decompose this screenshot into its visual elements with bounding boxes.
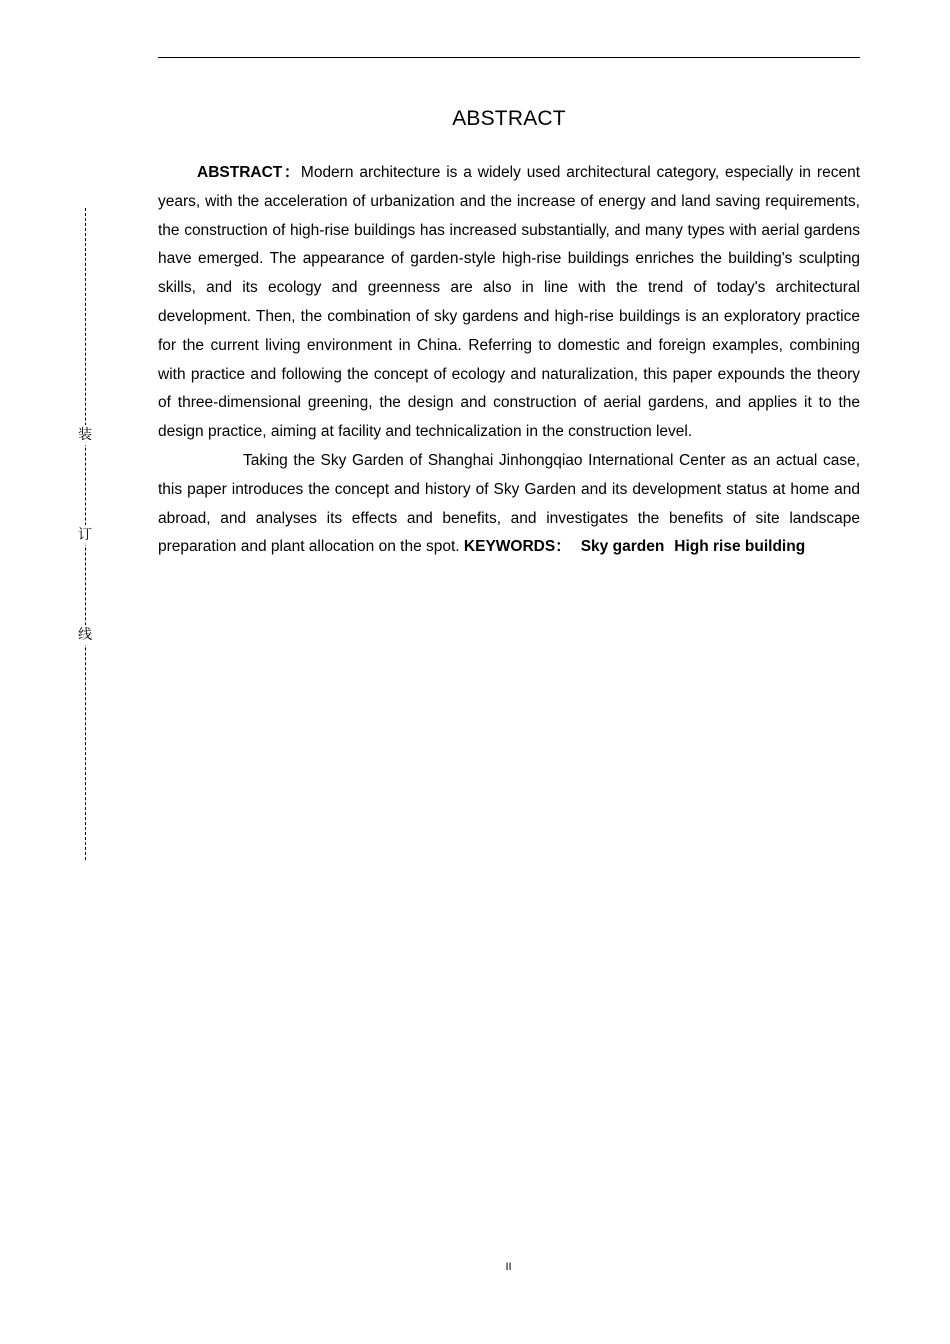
keywords-label: KEYWORDS： <box>463 538 571 556</box>
binding-char-ding: 订 <box>78 527 92 543</box>
keyword-2: High rise building <box>674 538 806 556</box>
abstract-paragraph-1-text: Modern architecture is a widely used architectural category, especially in recent years, with the acceleration of urbanization and the increase of energy and land saving requirements, the construction of high-rise buildings has increased substantially, and many types with aerial gardens have emerged. The appearance of garden-style high-rise buildings enriches the building's sculpting skills, and its ecology and greenness are also in line with the trend of today's architectural development. Then, the combination of sky gardens and high-rise buildings is an exploratory practice for the current living environment in China. Referring to domestic and foreign examples, combining with practice and following the concept of ecology and naturalization, this paper expounds the theory of three-dimensional greening, the design and construction of aerial gardens, and applies it to the design practice, aiming at facility and technicalization in the construction level. <box>158 164 860 441</box>
binding-char-xian: 线 <box>78 627 92 643</box>
abstract-paragraph-2-text: Taking the Sky Garden of Shanghai Jinhongqiao International Center as an actual case, this paper introduces the concept and history of Sky Garden and its development status at home and abroad, and analyses its effects and benefits, and investigates the benefits of site landscape preparation and plant allocation on the spot. <box>158 451 860 556</box>
abstract-label: ABSTRACT： <box>197 164 301 181</box>
keyword-1: Sky garden <box>580 538 665 556</box>
page-number: II <box>505 1261 512 1273</box>
page-title: ABSTRACT <box>452 107 566 130</box>
abstract-paragraph-1 <box>158 159 860 447</box>
header-rule <box>158 57 860 58</box>
abstract-paragraph-2 <box>158 447 860 562</box>
keywords-line <box>464 538 805 555</box>
abstract-body <box>158 159 860 562</box>
binding-char-zhuang: 装 <box>78 427 92 443</box>
